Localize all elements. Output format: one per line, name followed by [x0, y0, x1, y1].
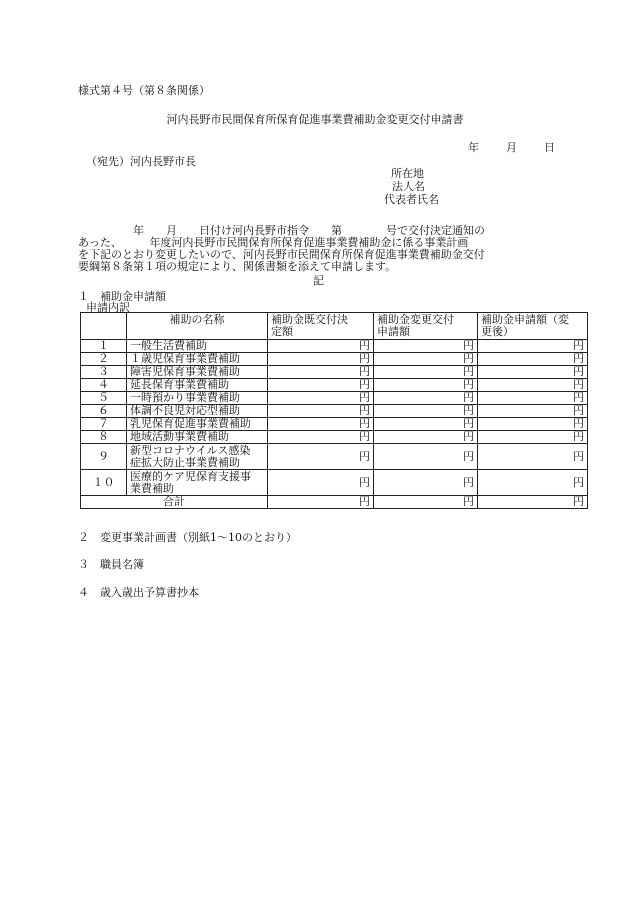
row-name: 体調不良児対応型補助 [127, 405, 268, 418]
row-amount-decided: 円 [268, 366, 374, 379]
representative-label: 代表者氏名 [384, 193, 439, 206]
row-name: １歳児保育事業費補助 [127, 353, 268, 366]
body-line-3: を下記のとおり変更したいので、河内長野市民間保育所保育促進事業費補助金交付 [78, 248, 485, 261]
row-amount-after: 円 [478, 392, 588, 405]
row-amount-decided: 円 [268, 444, 374, 470]
table-row [81, 470, 588, 496]
body-line-2: あった、 年度河内長野市民間保育所保育促進事業費補助金に係る事業計画 [78, 236, 469, 249]
row-no: ６ [81, 405, 127, 418]
row-no: ９ [81, 444, 127, 470]
body-line-4: 要綱第８条第１項の規定により、関係書類を添えて申請します。 [78, 260, 397, 273]
row-amount-change: 円 [374, 353, 478, 366]
table-total-row [81, 496, 588, 509]
row-amount-change: 円 [374, 444, 478, 470]
header-after: 補助金申請額（変 更後） [478, 313, 588, 340]
table-row [81, 353, 588, 366]
row-amount-after: 円 [478, 431, 588, 444]
date-month: 月 [506, 141, 517, 154]
row-no: ４ [81, 379, 127, 392]
row-amount-decided: 円 [268, 379, 374, 392]
addressee: （宛先）河内長野市長 [86, 155, 196, 168]
section-3: ３ 職員名簿 [78, 558, 144, 571]
row-amount-change: 円 [374, 418, 478, 431]
row-no: ８ [81, 431, 127, 444]
row-amount-decided: 円 [268, 392, 374, 405]
row-amount-decided: 円 [268, 431, 374, 444]
row-name: 新型コロナウイルス感染 症拡大防止事業費補助 [127, 444, 268, 470]
total-label: 合計 [81, 496, 268, 509]
header-decided: 補助金既交付決 定額 [268, 313, 374, 340]
table-row [81, 431, 588, 444]
row-amount-decided: 円 [268, 353, 374, 366]
header-name: 補助の名称 [127, 313, 268, 340]
date-line [468, 141, 555, 154]
row-no: ５ [81, 392, 127, 405]
table-row [81, 379, 588, 392]
row-amount-change: 円 [374, 340, 478, 353]
row-amount-change: 円 [374, 392, 478, 405]
header-no [81, 313, 127, 340]
row-name: 乳児保育促進事業費補助 [127, 418, 268, 431]
date-year: 年 [468, 141, 479, 154]
row-amount-change: 円 [374, 379, 478, 392]
row-name: 一般生活費補助 [127, 340, 268, 353]
row-amount-after: 円 [478, 366, 588, 379]
row-no: ７ [81, 418, 127, 431]
subsidy-table [80, 312, 588, 509]
header-change: 補助金変更交付 申請額 [374, 313, 478, 340]
row-amount-after: 円 [478, 444, 588, 470]
date-day: 日 [544, 141, 555, 154]
row-amount-change: 円 [374, 431, 478, 444]
table-row [81, 392, 588, 405]
row-name: 地域活動事業費補助 [127, 431, 268, 444]
row-amount-change: 円 [374, 366, 478, 379]
row-name: 延長保育事業費補助 [127, 379, 268, 392]
section-1-subtitle: 申請内訳 [86, 301, 130, 314]
document-title: 河内長野市民間保育所保育促進事業費補助金変更交付申請書 [166, 113, 464, 126]
row-no: １０ [81, 470, 127, 496]
row-amount-after: 円 [478, 470, 588, 496]
row-amount-change: 円 [374, 405, 478, 418]
row-amount-after: 円 [478, 379, 588, 392]
row-no: ２ [81, 353, 127, 366]
request-body-text [78, 224, 553, 272]
row-amount-after: 円 [478, 418, 588, 431]
table-row [81, 340, 588, 353]
row-amount-decided: 円 [268, 405, 374, 418]
table-row [81, 444, 588, 470]
row-name: 一時預かり事業費補助 [127, 392, 268, 405]
row-amount-after: 円 [478, 353, 588, 366]
ki-heading: 記 [313, 274, 324, 287]
table-row [81, 405, 588, 418]
total-amount-decided: 円 [268, 496, 374, 509]
table-header-row [81, 313, 588, 340]
row-amount-decided: 円 [268, 470, 374, 496]
row-name: 医療的ケア児保育支援事 業費補助 [127, 470, 268, 496]
row-amount-after: 円 [478, 405, 588, 418]
row-no: ３ [81, 366, 127, 379]
corporation-label: 法人名 [392, 180, 425, 193]
row-amount-decided: 円 [268, 418, 374, 431]
row-amount-decided: 円 [268, 340, 374, 353]
section-2: ２ 変更事業計画書（別紙1～10のとおり） [78, 531, 297, 544]
row-name: 障害児保育事業費補助 [127, 366, 268, 379]
form-number: 様式第４号（第８条関係） [78, 84, 210, 97]
total-amount-after: 円 [478, 496, 588, 509]
section-4: ４ 歳入歳出予算書抄本 [78, 586, 199, 599]
row-no: １ [81, 340, 127, 353]
row-amount-after: 円 [478, 340, 588, 353]
body-line-1: 年 月 日付け河内長野市指令 第 号で交付決定通知の [78, 224, 485, 237]
applicant-block [384, 167, 439, 206]
table-row [81, 418, 588, 431]
total-amount-change: 円 [374, 496, 478, 509]
table-row [81, 366, 588, 379]
address-label: 所在地 [391, 167, 424, 180]
row-amount-change: 円 [374, 470, 478, 496]
section-1-title: １ 補助金申請額 [78, 290, 166, 303]
